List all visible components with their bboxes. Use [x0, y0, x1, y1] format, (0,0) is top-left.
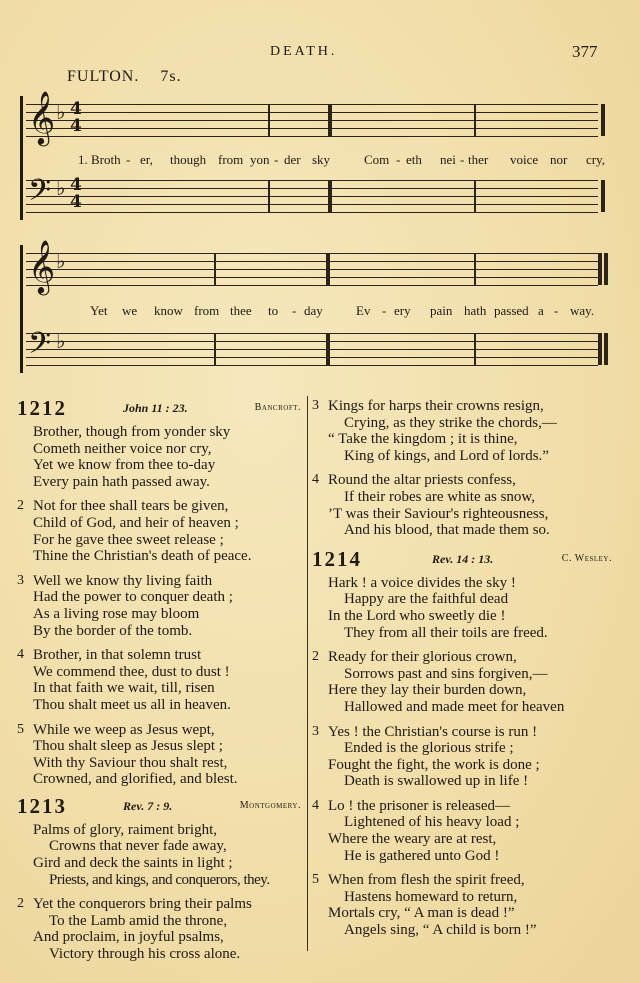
column-divider [307, 396, 308, 951]
lyric-syllable: - [274, 152, 279, 167]
verse-line: Cometh neither voice nor cry, [33, 440, 212, 457]
tune-name: FULTON. [67, 68, 140, 85]
music-system-2 [20, 239, 598, 373]
right-column [312, 398, 612, 947]
running-head [0, 44, 640, 64]
scripture-reference: John 11 : 23. [123, 401, 188, 415]
stanza-number: 5 [17, 721, 24, 737]
lyric-syllable: to [268, 303, 279, 318]
lyric-syllable: Com [364, 152, 390, 167]
verse-line: Palms of glory, raiment bright, [33, 821, 217, 838]
stanza-number: 2 [17, 896, 24, 912]
lyric-syllable: way. [570, 303, 595, 318]
music-system-1 [20, 90, 606, 220]
key-signature-icon: ♭ [56, 249, 66, 273]
lyric-syllable: ther [468, 152, 489, 167]
lyric-syllable: yon [250, 152, 270, 167]
verse-line: “ Take the kingdom ; it is thine, [328, 431, 518, 448]
stanza [17, 722, 301, 788]
verse-line: To the Lamb amid the throne, [49, 912, 228, 929]
verse-line: When from flesh the spirit freed, [328, 872, 525, 889]
stanza-number: 3 [17, 572, 24, 588]
lyric-syllable: sky [312, 152, 331, 167]
verse-line: Ready for their glorious crown, [328, 649, 517, 666]
stanza [312, 649, 612, 715]
verse-line: Kings for harps their crowns resign, [328, 398, 544, 414]
verse-line: Not for thee shall tears be given, [33, 498, 229, 515]
hymn-author: Montgomery. [239, 799, 301, 811]
verse-line: Happy are the faithful dead [344, 591, 509, 608]
system-brace [20, 96, 23, 220]
verse-line: Every pain hath passed away. [33, 473, 210, 490]
verse-line: They from all their toils are freed. [344, 624, 548, 641]
treble-staff [26, 90, 598, 144]
lyric-syllable: we [122, 303, 138, 318]
lyric-syllable: - [382, 303, 387, 318]
lyric-syllable: - [554, 303, 559, 318]
verse-line: Brother, though from yonder sky [33, 424, 231, 440]
lyric-syllable: from [218, 152, 244, 167]
barline [474, 333, 476, 365]
hymn-header [17, 793, 301, 820]
lyric-syllable: Yet [90, 303, 108, 318]
verse-line: While we weep as Jesus wept, [33, 721, 215, 738]
verse-line: Victory through his cross alone. [49, 946, 241, 963]
stanza-number: 2 [312, 649, 319, 665]
stanza [17, 647, 301, 713]
stanza-number: 2 [17, 498, 24, 514]
tune-header [67, 68, 198, 86]
verse-line: Child of God, and heir of heaven ; [33, 514, 239, 531]
lyric-syllable: pain [430, 303, 453, 318]
verse-line: And his blood, that made them so. [344, 522, 550, 539]
hymn-1213 [17, 793, 301, 963]
lyric-syllable: thee [230, 303, 252, 318]
stanza-number: 4 [312, 472, 319, 488]
verse-line: By the border of the tomb. [33, 622, 193, 639]
barline [328, 180, 332, 212]
bass-staff [26, 174, 598, 215]
lyric-syllable: nei [440, 152, 456, 167]
verse-line: Angels sing, “ A child is born !” [344, 922, 537, 939]
lyric-syllable: eth [406, 152, 422, 167]
verse-line: Crowns that never fade away, [49, 838, 227, 855]
verse-line: Round the altar priests confess, [328, 472, 516, 489]
tune-meter: 7s. [160, 68, 182, 85]
verse-line: King of kings, and Lord of lords.” [344, 447, 549, 464]
stanza-number: 5 [312, 872, 319, 888]
time-signature-icon: 4 4 [70, 99, 82, 136]
verse-line: Yet the conquerors bring their palms [33, 896, 252, 913]
lyric-syllable: - [396, 152, 401, 167]
verse-line: Had the power to conquer death ; [33, 589, 233, 606]
lyric-syllable: hath [464, 303, 487, 318]
hymn-1213-continued [312, 398, 612, 539]
verse-line: Well we know thy living faith [33, 572, 213, 589]
verse-line: Here they lay their burden down, [328, 682, 527, 699]
verse-line: Crying, as they strike the chords,— [344, 414, 557, 431]
verse-line: Sorrows past and sins forgiven,— [344, 665, 548, 682]
verse-line: And proclaim, in joyful psalms, [33, 929, 224, 946]
hymn-1212 [17, 398, 301, 788]
lyric-syllable: a [538, 303, 544, 318]
verse-line: As a living rose may bloom [33, 605, 200, 622]
verse-line: Lightened of his heavy load ; [344, 814, 520, 831]
stanza-number: 3 [312, 398, 319, 413]
lyric-syllable: er, [140, 152, 153, 167]
left-column [17, 398, 301, 971]
lyric-syllable: from [194, 303, 220, 318]
verse-line: ’T was their Saviour's righteousness, [328, 505, 549, 522]
stanza [312, 472, 612, 538]
bass-staff [26, 327, 598, 368]
barline [601, 104, 605, 136]
verse-line: If their robes are white as snow, [344, 488, 536, 505]
treble-staff [26, 239, 598, 293]
treble-clef-icon: 𝄞 [28, 90, 56, 144]
lyric-syllable: though [170, 152, 207, 167]
final-barline [604, 333, 608, 365]
stanza [17, 822, 301, 888]
verse-line: Crowned, and glorified, and blest. [33, 771, 238, 788]
verse-line: Priests, and kings, and conquerors, they. [49, 871, 270, 888]
verse-line: In that faith we wait, till, risen [33, 680, 215, 697]
hymn-number: 1213 [17, 793, 67, 818]
hymn-author: C. Wesley. [561, 552, 612, 564]
hymn-1214 [312, 546, 612, 939]
barline [328, 104, 332, 136]
lyric-syllable: 1. Broth [78, 152, 121, 167]
stanza [312, 872, 612, 938]
stanza-number: 4 [312, 797, 319, 813]
barline [268, 180, 270, 212]
hymn-number: 1214 [312, 546, 362, 571]
scripture-reference: Rev. 14 : 13. [432, 551, 494, 566]
barline [326, 253, 330, 285]
verse-line: Where the weary are at rest, [328, 831, 497, 848]
verse-line: Death is swallowed up in life ! [344, 773, 529, 790]
verse-line: Yes ! the Christian's course is run ! [328, 723, 538, 740]
verse-line: Lo ! the prisoner is released— [328, 797, 511, 814]
barline [214, 253, 216, 285]
final-barline [604, 253, 608, 285]
stanza-number: 4 [17, 647, 24, 663]
stanza [312, 398, 612, 464]
lyric-syllable: - [460, 152, 465, 167]
lyric-syllable: - [292, 303, 297, 318]
lyric-syllable: voice [510, 152, 539, 167]
verse-line: Gird and deck the saints in light ; [33, 855, 233, 872]
verse-line: Thou shalt sleep as Jesus slept ; [33, 738, 223, 755]
verse-line: Fought the fight, the work is done ; [328, 756, 540, 773]
stanza-number: 3 [312, 723, 319, 739]
time-signature-icon: 4 4 [70, 175, 82, 212]
stanza [17, 424, 301, 490]
barline [601, 180, 605, 212]
key-signature-icon: ♭ [56, 100, 66, 124]
barline [326, 333, 330, 365]
verse-line: For he gave thee sweet release ; [33, 531, 224, 548]
stanza [17, 896, 301, 962]
stanza [17, 498, 301, 564]
verse-line: Hallowed and made meet for heaven [344, 698, 565, 715]
lyric-syllable: ery [394, 303, 411, 318]
lyric-syllable: nor [550, 152, 568, 167]
verse-line: Yet we know from thee to-day [33, 457, 216, 474]
verse-line: Hastens homeward to return, [344, 888, 518, 905]
verse-line: Brother, in that solemn trust [33, 647, 202, 664]
key-signature-icon: ♭ [56, 329, 66, 353]
hymn-author: Bancroft. [254, 402, 301, 413]
lyric-syllable: know [154, 303, 183, 318]
verse-line: We commend thee, dust to dust ! [33, 663, 230, 680]
lyric-syllable: day [304, 303, 323, 318]
lyric-syllable: - [126, 152, 131, 167]
verse-line: He is gathered unto God ! [344, 847, 500, 864]
barline [474, 253, 476, 285]
page-number: 377 [572, 42, 598, 61]
system-brace [20, 245, 23, 373]
bass-clef-icon: 𝄢 [28, 174, 52, 215]
final-barline [598, 333, 602, 365]
barline [474, 180, 476, 212]
lyric-syllable: Ev [356, 303, 371, 318]
final-barline [598, 253, 602, 285]
verse-line: Hark ! a voice divides the sky ! [328, 574, 516, 591]
stanza [17, 573, 301, 639]
verse-line: Mortals cry, “ A man is dead !” [328, 905, 515, 922]
verse-line: Thou shalt meet us all in heaven. [33, 696, 231, 713]
lyric-syllable: cry, [586, 152, 606, 167]
hymn-header [312, 546, 612, 573]
lyric-syllable: der [284, 152, 301, 167]
hymn-header [17, 398, 301, 422]
stanza [312, 724, 612, 790]
barline [474, 104, 476, 136]
barline [268, 104, 270, 136]
stanza [312, 575, 612, 641]
bass-clef-icon: 𝄢 [28, 327, 52, 368]
scripture-reference: Rev. 7 : 9. [123, 798, 173, 813]
lyric-syllable: passed [494, 303, 529, 318]
verse-line: In the Lord who sweetly die ! [328, 607, 506, 624]
hymn-number: 1212 [17, 396, 67, 420]
verse-line: Thine the Christian's death of peace. [33, 548, 252, 565]
treble-clef-icon: 𝄞 [28, 239, 56, 293]
stanza [312, 798, 612, 864]
key-signature-icon: ♭ [56, 176, 66, 200]
verse-line: With thy Saviour thou shalt rest, [33, 754, 228, 771]
barline [214, 333, 216, 365]
verse-line: Ended is the glorious strife ; [344, 740, 514, 757]
running-title: DEATH. [270, 44, 338, 59]
